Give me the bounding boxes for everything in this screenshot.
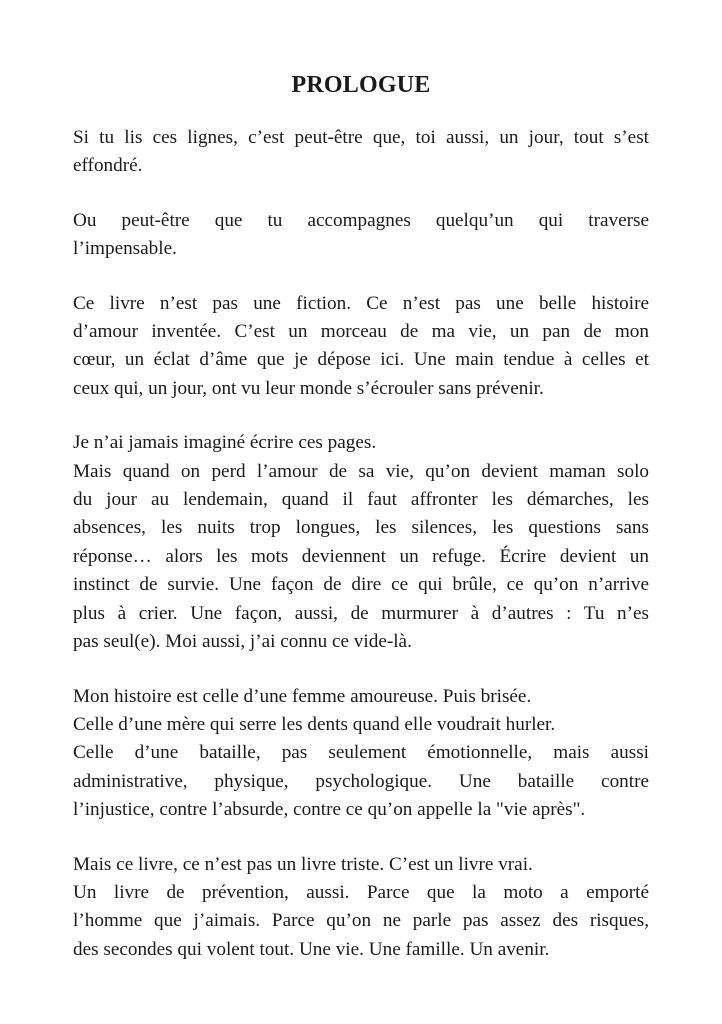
text-line: du jour au lendemain, quand il faut affronter les démarches, les bbox=[73, 489, 649, 511]
text-line: instinct de survie. Une façon de dire ce qui brûle, ce qu’on n’arrive bbox=[73, 574, 649, 596]
text-line: Ou peut-être que tu accompagnes quelqu’un qui traverse bbox=[73, 209, 649, 231]
text-line: Un livre de prévention, aussi. Parce que la moto a emporté bbox=[73, 881, 649, 903]
text-line: Mon histoire est celle d’une femme amoureuse. Puis brisée. bbox=[73, 685, 532, 707]
text-line: Mais quand on perd l’amour de sa vie, qu’on devient maman solo bbox=[73, 460, 649, 482]
text-line: Celle d’une mère qui serre les dents quand elle voudrait hurler. bbox=[73, 713, 556, 735]
text-line: Ce livre n’est pas une fiction. Ce n’est pas une belle histoire bbox=[73, 292, 649, 314]
text-line: absences, les nuits trop longues, les silences, les questions sans bbox=[73, 517, 649, 539]
page-title: PROLOGUE bbox=[291, 72, 431, 98]
text-line: Mais ce livre, ce n’est pas un livre triste. C’est un livre vrai. bbox=[73, 853, 533, 875]
text-line: Je n’ai jamais imaginé écrire ces pages. bbox=[73, 432, 377, 454]
text-line: ceux qui, un jour, ont vu leur monde s’écrouler sans prévenir. bbox=[73, 377, 544, 399]
text-line: Si tu lis ces lignes, c’est peut-être que, toi aussi, un jour, tout s’est bbox=[73, 127, 649, 148]
paragraph-5 bbox=[73, 683, 649, 825]
paragraph-4 bbox=[73, 429, 649, 656]
text-line: réponse… alors les mots deviennent un refuge. Écrire devient un bbox=[73, 545, 649, 567]
paragraph-6 bbox=[73, 851, 649, 965]
text-line: administrative, physique, psychologique. Une bataille contre bbox=[73, 770, 649, 792]
text-line: cœur, un éclat d’âme que je dépose ici. Une main tendue à celles et bbox=[73, 349, 649, 371]
text-line: Celle d’une bataille, pas seulement émotionnelle, mais aussi bbox=[73, 742, 649, 764]
text-line: d’amour inventée. C’est un morceau de ma vie, un pan de mon bbox=[73, 321, 649, 343]
text-line: l’injustice, contre l’absurde, contre ce qu’on appelle la "vie après". bbox=[73, 799, 586, 821]
paragraph-3 bbox=[73, 290, 649, 404]
text-line: plus à crier. Une façon, aussi, de murmurer à d’autres : Tu n’es bbox=[73, 602, 649, 624]
text-line: pas seul(e). Moi aussi, j’ai connu ce vide-là. bbox=[73, 631, 412, 653]
paragraph-1 bbox=[73, 124, 649, 181]
paragraph-2 bbox=[73, 207, 649, 264]
text-line: des secondes qui volent tout. Une vie. Une famille. Un avenir. bbox=[73, 938, 550, 960]
text-line: l’impensable. bbox=[73, 238, 177, 260]
text-line: l’homme que j’aimais. Parce qu’on ne parle pas assez des risques, bbox=[73, 910, 649, 932]
text-line: effondré. bbox=[73, 155, 143, 177]
